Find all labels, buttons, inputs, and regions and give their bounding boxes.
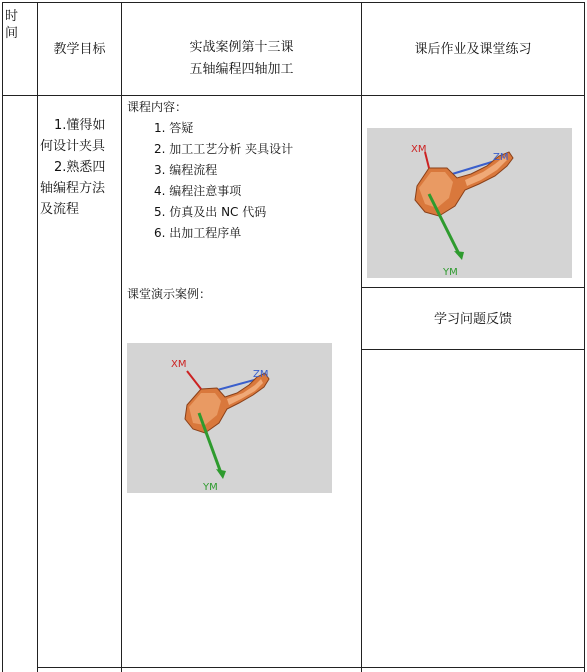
- homework-model-image: [367, 128, 572, 278]
- turned-part-render: [367, 128, 572, 278]
- content-item: 6. 出加工程序单: [154, 226, 242, 240]
- goal-line-2: 何设计夹具: [40, 139, 106, 154]
- content-title: 课程内容：: [127, 100, 188, 114]
- content-item: 2. 加工工艺分析 夹具设计: [154, 142, 294, 156]
- goal-line-5: 及流程: [40, 202, 80, 217]
- axis-y-label: YM: [203, 482, 218, 493]
- col-line-2: [121, 2, 122, 672]
- content-list: [154, 118, 293, 244]
- demo-model-image: [127, 343, 332, 493]
- feedback-title: 学习问题反馈: [433, 312, 512, 327]
- col-line-1: [37, 2, 38, 672]
- col-line-right: [584, 2, 585, 672]
- table-header-divider: [2, 95, 585, 96]
- table-bottom-line: [37, 667, 585, 668]
- right-row-divider-1: [361, 287, 585, 288]
- header-homework: 课后作业及课堂练习: [414, 42, 532, 57]
- axis-x-label: XM: [171, 359, 187, 370]
- content-item: 3. 编程流程: [154, 163, 218, 177]
- header-lesson-subtitle: 五轴编程四轴加工: [189, 62, 294, 77]
- axis-y-label: YM: [443, 267, 458, 278]
- goal-line-4: 轴编程方法: [40, 181, 106, 196]
- content-item: 5. 仿真及出 NC 代码: [154, 205, 267, 219]
- col-line-left: [2, 2, 3, 672]
- header-lesson-title: 实战案例第十三课: [189, 40, 294, 55]
- col-line-3: [361, 2, 362, 672]
- content-item: 4. 编程注意事项: [154, 184, 242, 198]
- header-goal: 教学目标: [53, 42, 106, 57]
- teaching-goals: [40, 115, 120, 220]
- turned-part-render: [127, 343, 332, 493]
- right-row-divider-2: [361, 349, 585, 350]
- axis-x-label: XM: [411, 144, 427, 155]
- demo-title: 课堂演示案例：: [127, 287, 212, 301]
- header-time: 时间: [5, 9, 19, 41]
- goal-line-1: 1.懂得如: [54, 118, 106, 133]
- axis-z-label: ZM: [493, 152, 509, 163]
- goal-line-3: 2.熟悉四: [54, 160, 106, 175]
- content-item: 1. 答疑: [154, 121, 194, 135]
- axis-z-label: ZM: [253, 369, 269, 380]
- table-border-top: [2, 2, 585, 3]
